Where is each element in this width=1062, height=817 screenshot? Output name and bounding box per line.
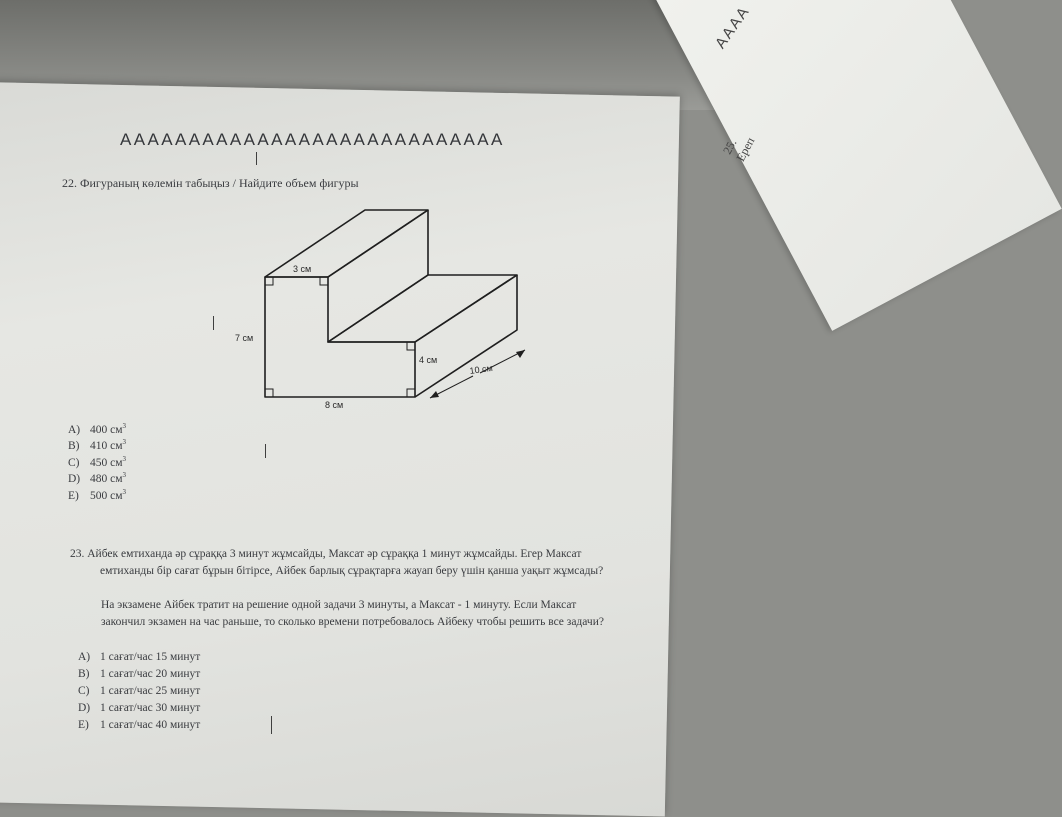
answer-option[interactable]: D) 480 $см^3$ — [68, 471, 127, 485]
question-22-title: 22. Фигураның көлемін табыңыз / Найдите объем фигуры — [62, 176, 359, 190]
question-23-ru-line-1: На экзамене Айбек тратит на решение одной задачи 3 минуты, а Максат - 1 минуту. Если Максат — [101, 599, 577, 611]
side-page — [635, 0, 1062, 331]
answer-option[interactable]: A) 1 сағат/час 15 минут — [78, 651, 201, 663]
question-23-kz-line-1: 23. Айбек емтиханда әр сұраққа 3 минут жұмсайды, Максат әр сұраққа 1 минут жұмсайды. Егер Максат — [70, 548, 582, 560]
side-page-letters: AAAA — [712, 2, 754, 52]
pen-mark — [256, 152, 257, 165]
answer-option[interactable]: C) 1 сағат/час 25 минут — [78, 685, 201, 697]
label-left-height: 7 см — [235, 333, 254, 343]
pen-mark — [271, 716, 272, 734]
answer-option[interactable]: A) 400 $см^3$ — [68, 422, 127, 436]
answer-option[interactable]: C) 450 $см^3$ — [68, 455, 127, 469]
side-page-question-fragment: 25. Ереп — [720, 134, 758, 164]
label-top-width: 3 см — [293, 264, 312, 274]
pen-mark — [213, 316, 214, 330]
answer-option[interactable]: E) 500 $см^3$ — [68, 488, 127, 502]
question-23-russian — [101, 597, 604, 631]
l-shaped-prism-figure — [225, 200, 545, 420]
answer-option[interactable]: B) 1 сағат/час 20 минут — [78, 668, 201, 680]
header-letters: AAAAAAAAAAAAAAAAAAAAAAAAAAAA — [120, 130, 505, 149]
question-23-ru-line-2: закончил экзамен на час раньше, то сколько времени потребовалось Айбеку чтобы решить все задачи? — [101, 616, 604, 628]
question-23-kz-line-2: емтиханды бір сағат бұрын бітірсе, Айбек барлық сұрақтарға жауап беру үшін қанша уақыт жұмсады? — [100, 565, 604, 577]
answer-option[interactable]: E) 1 сағат/час 40 минут — [78, 719, 201, 731]
answer-option[interactable]: D) 1 сағат/час 30 минут — [78, 702, 201, 714]
label-depth: 10 см — [468, 362, 494, 376]
label-bottom-width: 8 см — [325, 400, 344, 410]
answer-option[interactable]: B) 410 $см^3$ — [68, 438, 127, 452]
pen-mark — [265, 444, 266, 458]
label-step-height: 4 см — [419, 355, 438, 365]
question-23-kazakh — [70, 546, 603, 580]
